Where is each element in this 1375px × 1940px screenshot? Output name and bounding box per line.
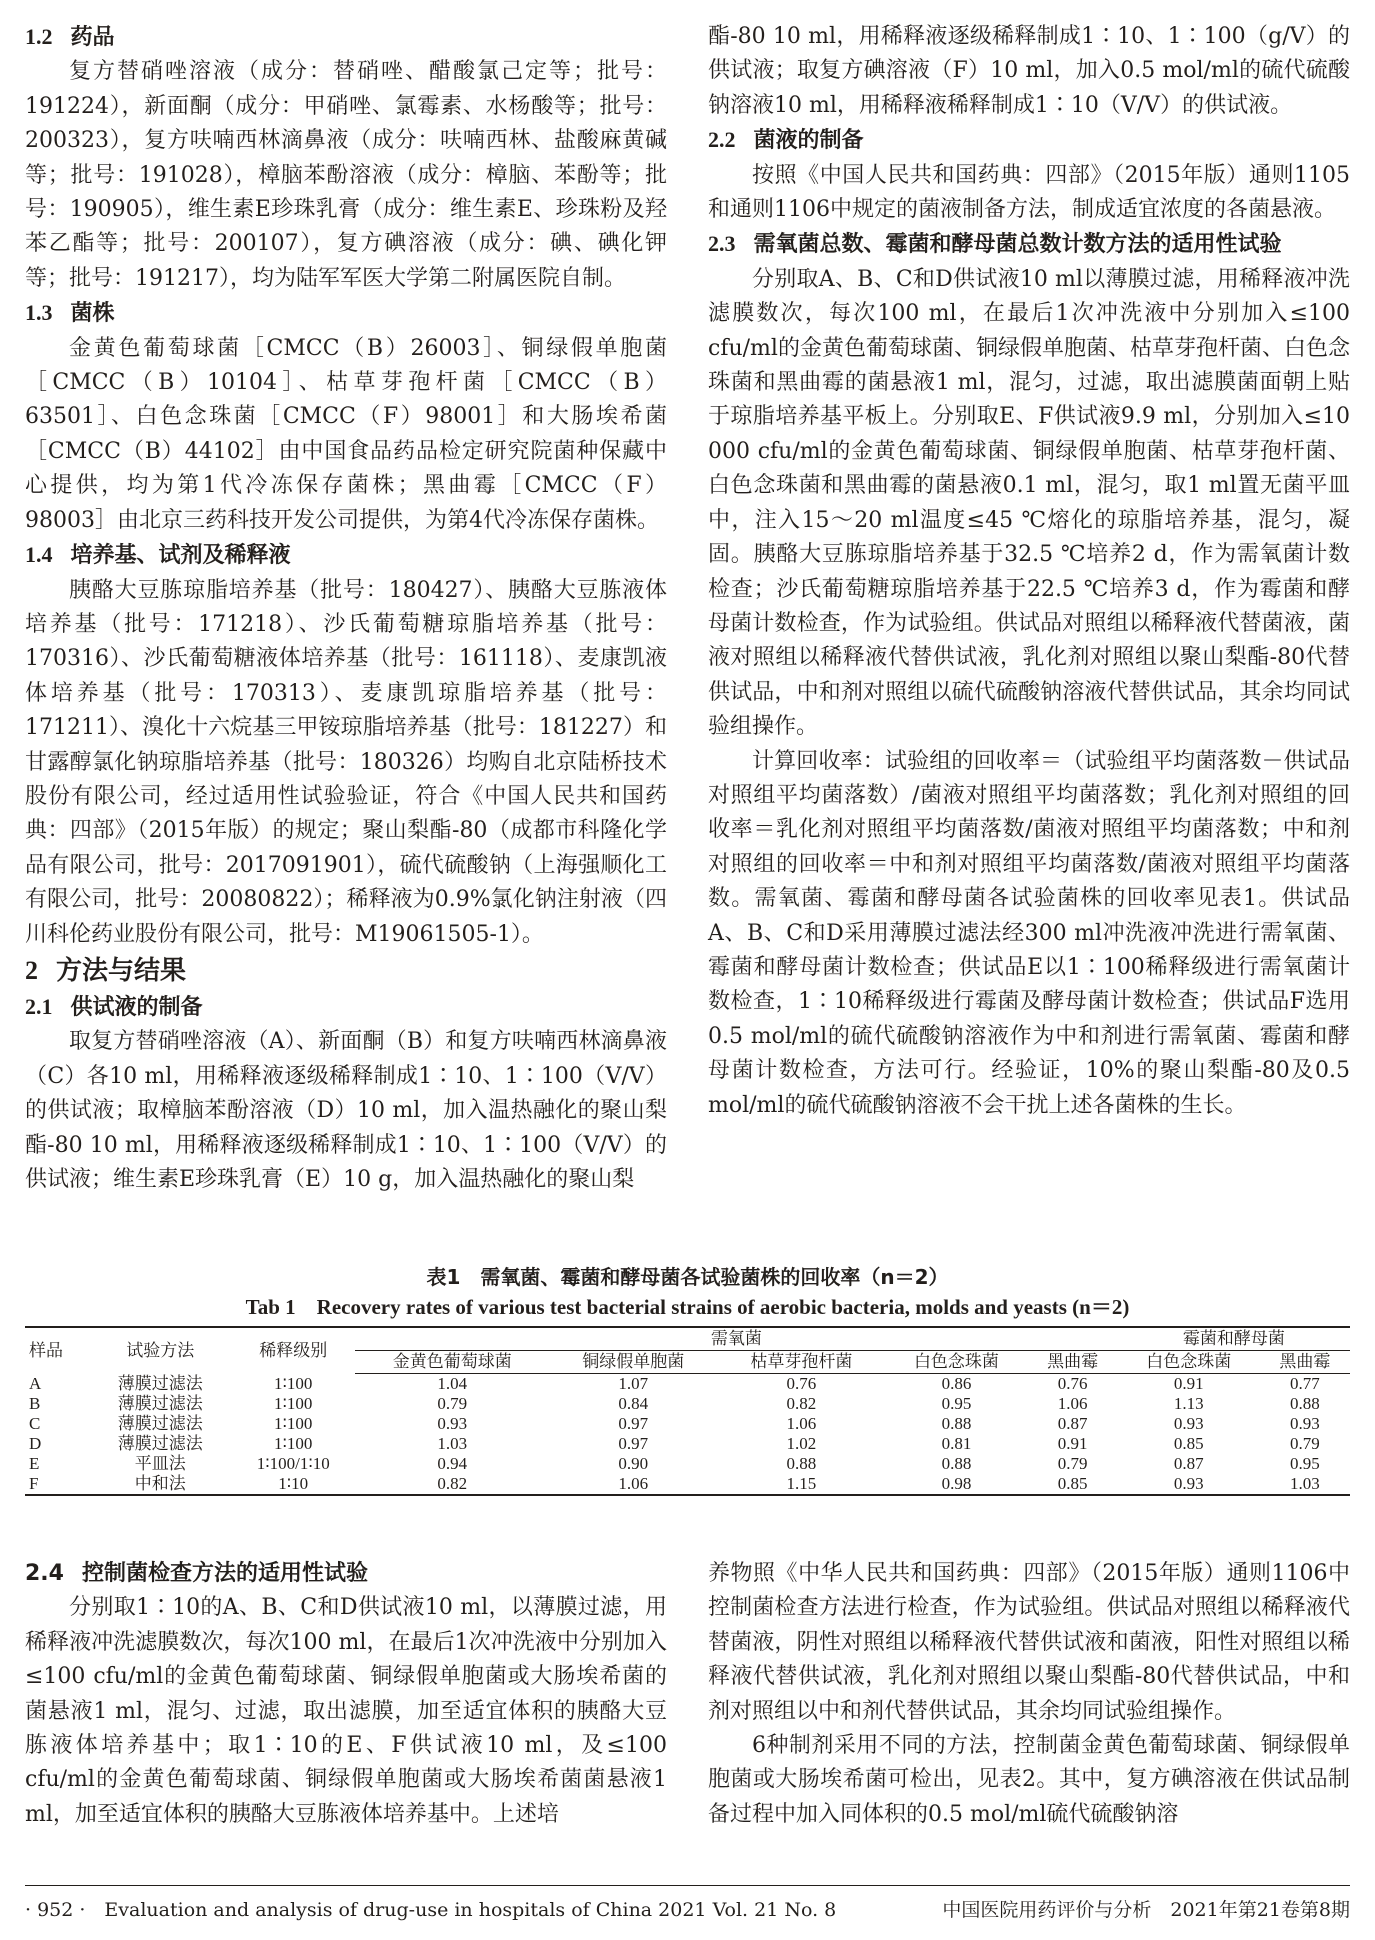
header-strain: 白色念珠菌: [1118, 1351, 1260, 1374]
cell-value: 0.81: [941, 1434, 972, 1453]
cell-dilution: 1∶100: [274, 1373, 313, 1393]
bottom-left-column: [25, 1557, 667, 1832]
cell-value: 0.84: [618, 1394, 649, 1413]
cell-value: 1.06: [786, 1414, 817, 1433]
cell-value: 0.86: [941, 1374, 972, 1393]
left-column: [25, 20, 667, 1197]
cell-value: 1.13: [1173, 1394, 1204, 1413]
cell-value: 0.93: [1290, 1414, 1320, 1433]
bottom-right-column: [708, 1557, 1350, 1832]
paragraph-continued: 酯-80 10 ml，用稀释液逐级稀释制成1∶10、1∶100（g/V）的供试液；取复方碘溶液（F）10 ml，加入0.5 mol/ml的硫代硫酸钠溶液10 ml，用稀释液稀释制成1∶10（V/V）的供试液。: [708, 24, 1350, 118]
cell-value: 0.82: [437, 1474, 468, 1493]
section-heading: 2.2 菌液的制备: [708, 127, 864, 154]
header-sample: 样品: [29, 1340, 63, 1360]
section-heading: 2.3 需氧菌总数、霉菌和酵母菌总数计数方法的适用性试验: [708, 231, 1282, 258]
cell-sample: C: [29, 1414, 41, 1433]
cell-value: 0.88: [941, 1414, 972, 1433]
paragraph: 复方替硝唑溶液（成分：替硝唑、醋酸氯己定等；批号：191224），新面酮（成分：甲硝唑、氯霉素、水杨酸等；批号：200323），复方呋喃西林滴鼻液（成分：呋喃西林、盐酸麻黄碱等；批号：191028），樟脑苯酚溶液（成分：樟脑、苯酚等；批号：190905），维生素E珍珠乳膏（成分：维生素E、珍珠粉及羟苯乙酯等；批号：200107），复方碘溶液（成分：碘、碘化钾等；批号：191217），均为陆军军医大学第二附属医院自制。: [25, 59, 667, 291]
paragraph: 分别取1∶10的A、B、C和D供试液10 ml，以薄膜过滤，用稀释液冲洗滤膜数次，每次100 ml，在最后1次冲洗液中分别加入≤100 cfu/ml的金黄色葡萄球菌、铜绿假单胞菌或大肠埃希菌的菌悬液1 ml，混匀、过滤，取出滤膜，加至适宜体积的胰酪大豆胨液体培养基中；取1∶10的E、F供试液10 ml，及≤100 cfu/ml的金黄色葡萄球菌、铜绿假单胞菌或大肠埃希菌菌悬液1 ml，加至适宜体积的胰酪大豆胨液体培养基中。上述培: [25, 1595, 667, 1827]
cell-method: 薄膜过滤法: [117, 1414, 203, 1433]
right-column: [708, 20, 1350, 1123]
table-row: [25, 1374, 1350, 1395]
cell-method: 平皿法: [134, 1454, 186, 1473]
cell-value: 0.79: [1290, 1434, 1320, 1453]
table-caption-cn: 表1 需氧菌、霉菌和酵母菌各试验菌株的回收率（n＝2）: [426, 1265, 949, 1289]
cell-value: 0.85: [1173, 1434, 1204, 1453]
cell-method: 薄膜过滤法: [117, 1434, 203, 1453]
header-group-mold: 霉菌和酵母菌: [1118, 1327, 1350, 1351]
cell-value: 0.94: [437, 1454, 468, 1473]
cell-value: 0.91: [1173, 1374, 1204, 1393]
header-group-aerobic: 需氧菌: [355, 1327, 1117, 1351]
paragraph-continued: 养物照《中华人民共和国药典：四部》（2015年版）通则1106中控制菌检查方法进行检查，作为试验组。供试品对照组以稀释液代替菌液，阴性对照组以稀释液代替供试液和菌液，阳性对照组以稀释液代替供试液，乳化剂对照组以聚山梨酯-80代替供试品，中和剂对照组以中和剂代替供试品，其余均同试验组操作。: [708, 1561, 1350, 1724]
cell-sample: E: [29, 1454, 40, 1473]
cell-value: 1.02: [786, 1434, 817, 1453]
cell-value: 0.90: [618, 1454, 649, 1473]
cell-value: 1.15: [786, 1474, 817, 1493]
cell-sample: D: [29, 1434, 42, 1453]
header-strain: 白色念珠菌: [885, 1351, 1027, 1374]
cell-value: 1.04: [437, 1374, 468, 1393]
paragraph: 胰酪大豆胨琼脂培养基（批号：180427）、胰酪大豆胨液体培养基（批号：171218）、沙氏葡萄糖琼脂培养基（批号：170316）、沙氏葡萄糖液体培养基（批号：161118）、麦康凯液体培养基（批号：170313）、麦康凯琼脂培养基（批号：171211）、溴化十六烷基三甲铵琼脂培养基（批号：181227）和甘露醇氯化钠琼脂培养基（批号：180326）均购自北京陆桥技术股份有限公司，经过适用性试验验证，符合《中国人民共和国药典：四部》（2015年版）的规定；聚山梨酯-80（成都市科隆化学品有限公司，批号：2017091901），硫代硫酸钠（上海强顺化工有限公司，批号：20080822）；稀释液为0.9%氯化钠注射液（四川科伦药业股份有限公司，批号：M19061505-1）。: [25, 577, 667, 947]
page-footer: [25, 1885, 1350, 1922]
header-strain: 枯草芽孢杆菌: [717, 1351, 885, 1374]
cell-value: 0.85: [1057, 1474, 1088, 1493]
table-1: [25, 1262, 1350, 1496]
cell-value: 0.93: [1173, 1474, 1204, 1493]
table-row: [25, 1414, 1350, 1434]
paragraph: 金黄色葡萄球菌［CMCC（B）26003］、铜绿假单胞菌［CMCC（B）10104］、枯草芽孢杆菌［CMCC（B）63501］、白色念珠菌［CMCC（F）98001］和大肠埃希菌［CMCC（B）44102］由中国食品药品检定研究院菌种保藏中心提供，均为第1代冷冻保存菌株；黑曲霉［CMCC（F）98003］由北京三药科技开发公司提供，为第4代冷冻保存菌株。: [25, 335, 667, 533]
cell-dilution: 1∶100: [274, 1414, 313, 1433]
header-strain: 金黄色葡萄球菌: [355, 1351, 549, 1374]
header-strain: 黑曲霉: [1028, 1351, 1118, 1374]
cell-value: 0.76: [1057, 1374, 1088, 1393]
cell-value: 0.77: [1290, 1374, 1320, 1393]
cell-dilution: 1∶10: [278, 1474, 309, 1493]
cell-value: 0.79: [437, 1394, 468, 1413]
header-strain: 铜绿假单胞菌: [549, 1351, 717, 1374]
cell-value: 0.93: [1173, 1414, 1204, 1433]
cell-value: 1.03: [437, 1434, 468, 1453]
cell-value: 1.06: [618, 1474, 649, 1493]
table-row: [25, 1434, 1350, 1454]
chapter-heading: 2 方法与结果: [25, 955, 187, 986]
cell-value: 1.07: [618, 1374, 649, 1393]
paragraph: 分别取A、B、C和D供试液10 ml以薄膜过滤，用稀释液冲洗滤膜数次，每次100 ml，在最后1次冲洗液中分别加入≤100 cfu/ml的金黄色葡萄球菌、铜绿假单胞菌、枯草芽孢杆菌、白色念珠菌和黑曲霉的菌悬液1 ml，混匀，过滤，取出滤膜菌面朝上贴于琼脂培养基平板上。分别取E、F供试液9.9 ml，分别加入≤10 000 cfu/ml的金黄色葡萄球菌、铜绿假单胞菌、枯草芽孢杆菌、白色念珠菌和黑曲霉的菌悬液0.1 ml，混匀，取1 ml置无菌平皿中，注入15～20 ml温度≤45 ℃熔化的琼脂培养基，混匀，凝固。胰酪大豆胨琼脂培养基于32.5 ℃培养2 d，作为需氧菌计数检查；沙氏葡萄糖琼脂培养基于22.5 ℃培养3 d，作为霉菌和酵母菌计数检查，作为试验组。供试品对照组以稀释液代替菌液，菌液对照组以稀释液代替供试液，乳化剂对照组以聚山梨酯-80代替供试品，中和剂对照组以硫代硫酸钠溶液代替供试品，其余均同试验组操作。: [708, 266, 1350, 740]
table-row: [25, 1454, 1350, 1474]
cell-value: 0.95: [1290, 1454, 1320, 1473]
footer-right: 中国医院用药评价与分析 2021年第21卷第8期: [942, 1899, 1350, 1921]
paragraph: 取复方替硝唑溶液（A）、新面酮（B）和复方呋喃西林滴鼻液（C）各10 ml，用稀释液逐级稀释制成1∶10、1∶100（V/V）的供试液；取樟脑苯酚溶液（D）10 ml，加入温热融化的聚山梨酯-80 10 ml，用稀释液逐级稀释制成1∶10、1∶100（V/V）的供试液；维生素E珍珠乳膏（E）10 g，加入温热融化的聚山梨: [25, 1029, 667, 1192]
cell-method: 薄膜过滤法: [117, 1373, 203, 1393]
section-heading: 1.4 培养基、试剂及稀释液: [25, 542, 291, 569]
cell-value: 0.91: [1057, 1434, 1088, 1453]
cell-value: 0.95: [941, 1394, 972, 1413]
cell-value: 0.87: [1057, 1414, 1088, 1433]
cell-value: 0.97: [618, 1414, 649, 1433]
table-caption-en: Tab 1 Recovery rates of various test bacterial strains of aerobic bacteria, molds and yeasts (n＝2): [245, 1295, 1130, 1319]
cell-dilution: 1∶100/1∶10: [256, 1454, 330, 1473]
section-heading: 2.1 供试液的制备: [25, 993, 203, 1020]
header-method: 试验方法: [126, 1340, 195, 1360]
recovery-table: [25, 1326, 1350, 1496]
table-row: [25, 1474, 1350, 1495]
cell-value: 0.88: [786, 1454, 817, 1473]
cell-value: 0.79: [1057, 1454, 1088, 1473]
cell-value: 0.97: [618, 1434, 649, 1453]
cell-method: 薄膜过滤法: [117, 1394, 203, 1413]
cell-value: 0.87: [1173, 1454, 1204, 1473]
header-dilution: 稀释级别: [259, 1340, 328, 1360]
cell-value: 0.98: [941, 1474, 972, 1493]
cell-value: 1.03: [1290, 1474, 1320, 1493]
cell-sample: F: [29, 1474, 39, 1493]
table-row: [25, 1394, 1350, 1414]
cell-value: 0.88: [1290, 1394, 1320, 1413]
header-strain: 黑曲霉: [1260, 1351, 1350, 1374]
cell-value: 0.82: [786, 1394, 817, 1413]
paragraph: 按照《中国人民共和国药典：四部》（2015年版）通则1105和通则1106中规定的菌液制备方法，制成适宜浓度的各菌悬液。: [708, 162, 1350, 223]
section-heading: 1.3 菌株: [25, 300, 115, 327]
cell-sample: B: [29, 1394, 41, 1413]
cell-value: 1.06: [1057, 1394, 1088, 1413]
cell-value: 0.88: [941, 1454, 972, 1473]
cell-method: 中和法: [134, 1474, 186, 1493]
section-heading: 2.4 控制菌检查方法的适用性试验: [25, 1561, 368, 1586]
section-heading: 1.2 药品: [25, 24, 115, 50]
footer-left: · 952 · Evaluation and analysis of drug-use in hospitals of China 2021 Vol. 21 No. 8: [25, 1899, 837, 1921]
cell-sample: A: [29, 1373, 42, 1393]
cell-dilution: 1∶100: [274, 1434, 313, 1453]
cell-value: 0.76: [786, 1374, 817, 1393]
cell-value: 0.93: [437, 1414, 468, 1433]
cell-dilution: 1∶100: [274, 1394, 313, 1413]
paragraph: 6种制剂采用不同的方法，控制菌金黄色葡萄球菌、铜绿假单胞菌或大肠埃希菌可检出，见表2。其中，复方碘溶液在供试品制备过程中加入同体积的0.5 mol/ml硫代硫酸钠溶: [708, 1733, 1350, 1827]
paragraph: 计算回收率：试验组的回收率＝（试验组平均菌落数－供试品对照组平均菌落数）/菌液对照组平均菌落数；乳化剂对照组的回收率＝乳化剂对照组平均菌落数/菌液对照组平均菌落数；中和剂对照组的回收率＝中和剂对照组平均菌落数/菌液对照组平均菌落数。需氧菌、霉菌和酵母菌各试验菌株的回收率见表1。供试品A、B、C和D采用薄膜过滤法经300 ml冲洗液冲洗进行需氧菌、霉菌和酵母菌计数检查；供试品E以1∶100稀释级进行需氧菌计数检查，1∶10稀释级进行霉菌及酵母菌计数检查；供试品F选用0.5 mol/ml的硫代硫酸钠溶液作为中和剂进行需氧菌、霉菌和酵母菌计数检查，方法可行。经验证，10%的聚山梨酯-80及0.5 mol/ml的硫代硫酸钠溶液不会干扰上述各菌株的生长。: [708, 748, 1350, 1118]
